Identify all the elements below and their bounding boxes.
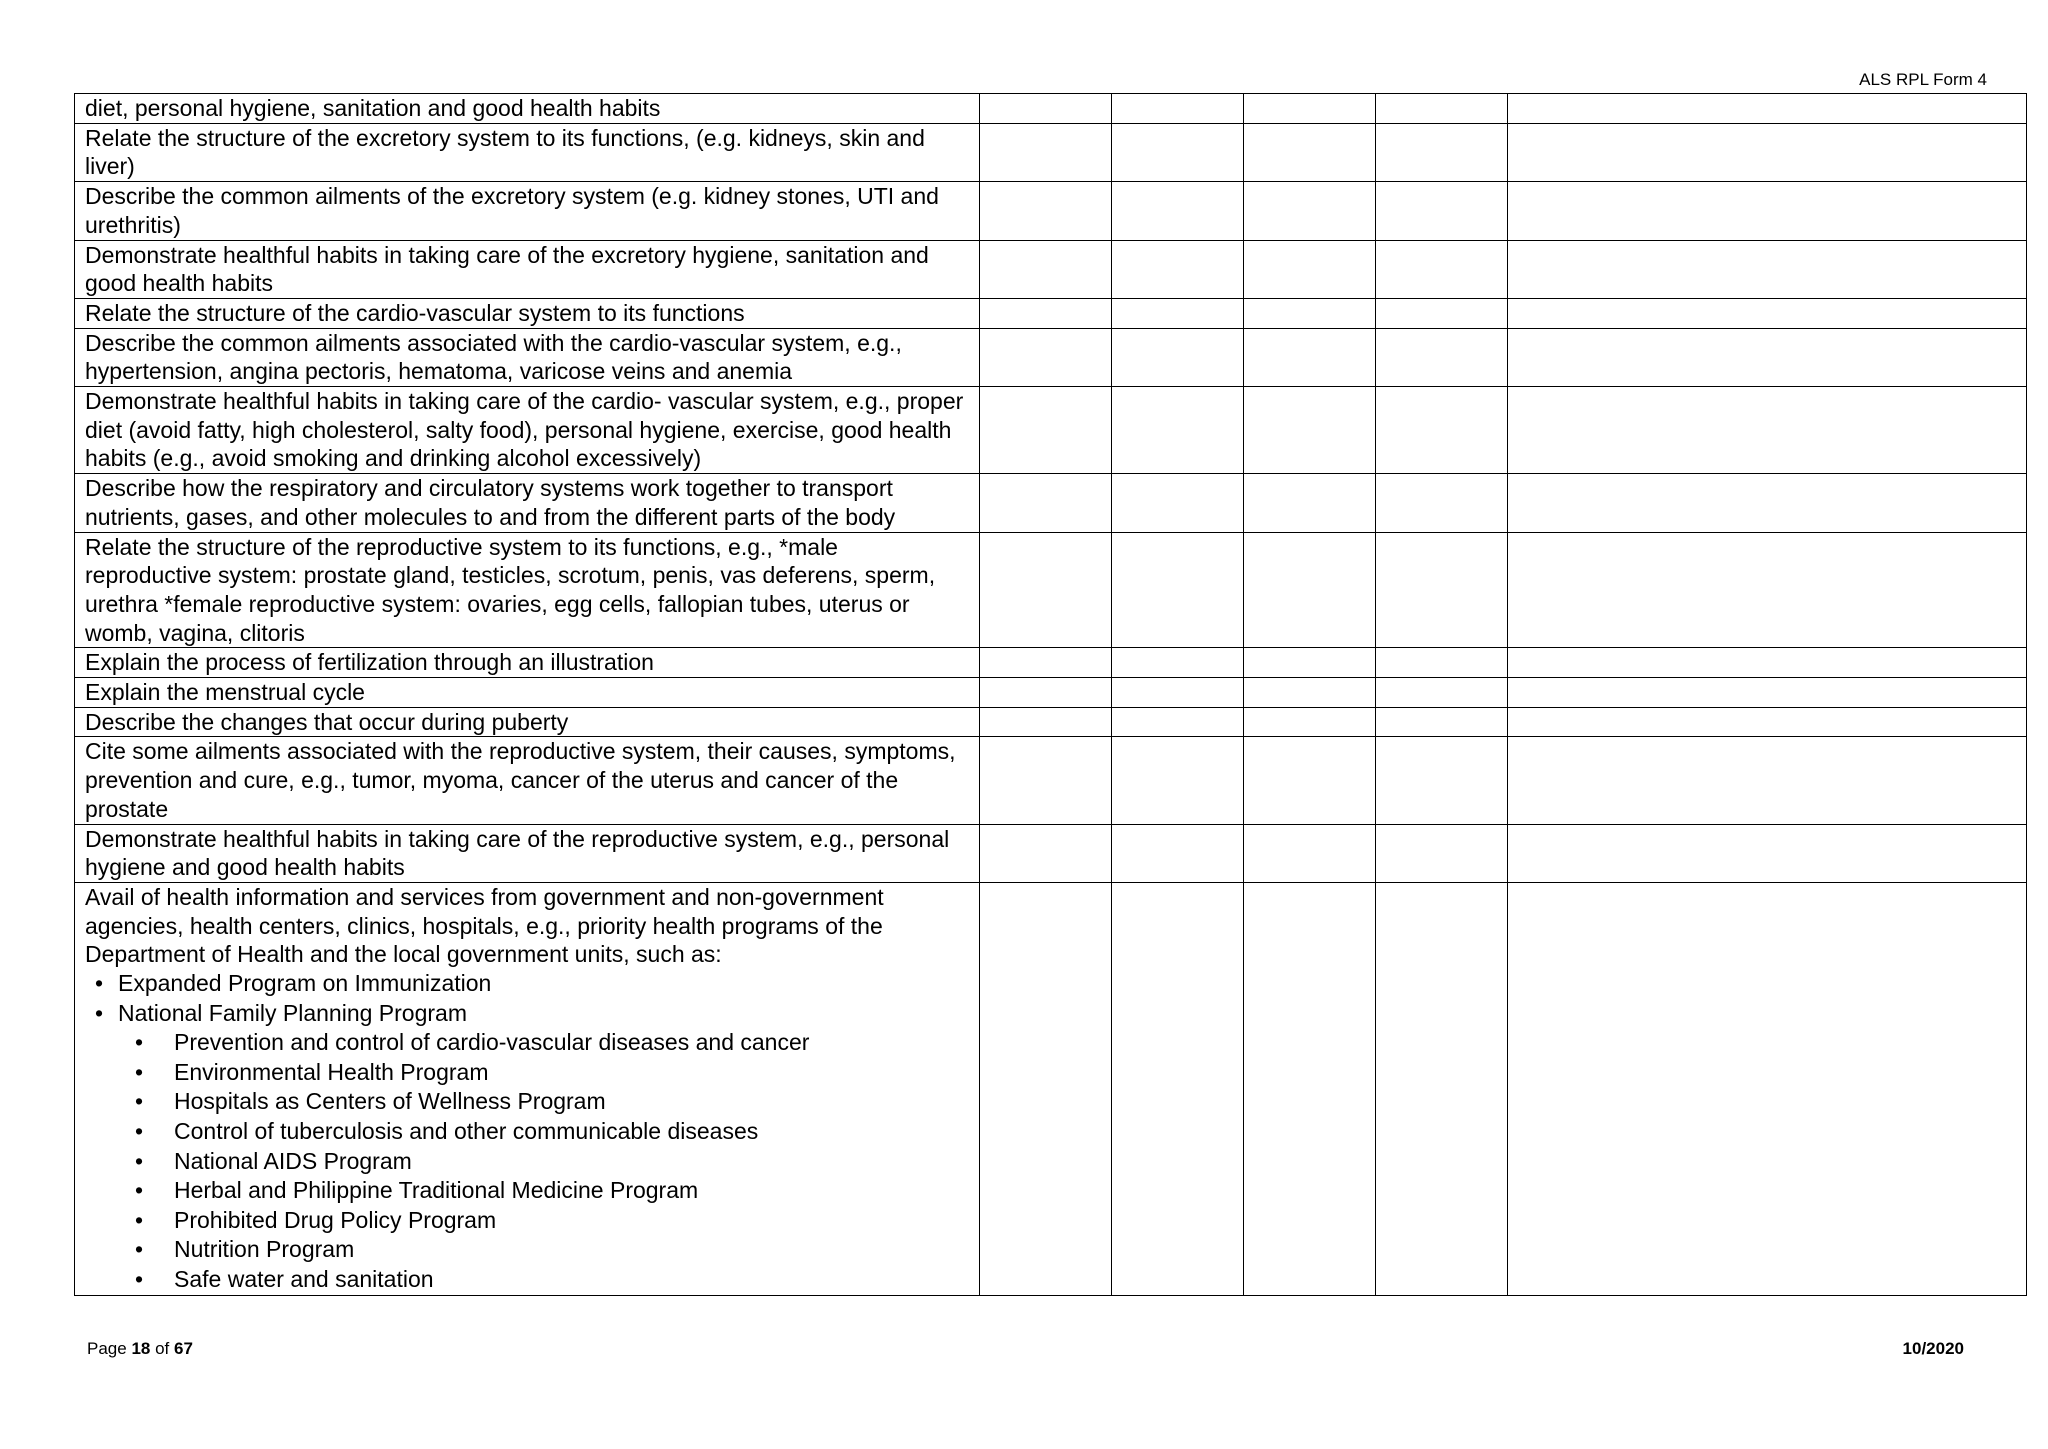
program-item: • Nutrition Program xyxy=(85,1235,969,1265)
remarks-cell[interactable] xyxy=(1508,298,2027,328)
rating-cell[interactable] xyxy=(1112,824,1244,882)
page-current: 18 xyxy=(131,1339,151,1358)
program-item: • Expanded Program on Immunization xyxy=(85,969,969,999)
table-row xyxy=(75,123,2027,181)
rating-cell[interactable] xyxy=(1376,532,1508,648)
remarks-cell[interactable] xyxy=(1508,328,2027,386)
program-item: • National AIDS Program xyxy=(85,1147,969,1177)
program-item: • Control of tuberculosis and other communicable diseases xyxy=(85,1117,969,1147)
rating-cell[interactable] xyxy=(1376,678,1508,708)
remarks-cell[interactable] xyxy=(1508,678,2027,708)
competency-text: Explain the process of fertilization through an illustration xyxy=(75,648,980,678)
rating-cell[interactable] xyxy=(1112,328,1244,386)
rating-cell[interactable] xyxy=(1112,298,1244,328)
rating-cell[interactable] xyxy=(1112,94,1244,124)
competency-text: Describe the common ailments of the excretory system (e.g. kidney stones, UTI and urethritis) xyxy=(75,182,980,240)
rating-cell[interactable] xyxy=(980,298,1112,328)
table-row xyxy=(75,737,2027,824)
rating-cell[interactable] xyxy=(1112,123,1244,181)
table-row xyxy=(75,678,2027,708)
remarks-cell[interactable] xyxy=(1508,387,2027,474)
competency-text: Demonstrate healthful habits in taking care of the cardio- vascular system, e.g., proper diet (avoid fatty, high cholesterol, salty food), personal hygiene, exercise, good health habits (e.g., avoid smoking and drinking alcohol excessively) xyxy=(75,387,980,474)
competency-text: Demonstrate healthful habits in taking care of the excretory hygiene, sanitation and good health habits xyxy=(75,240,980,298)
rating-cell[interactable] xyxy=(1244,298,1376,328)
rating-cell[interactable] xyxy=(1244,737,1376,824)
rating-cell[interactable] xyxy=(980,707,1112,737)
rating-cell[interactable] xyxy=(1244,882,1376,1295)
remarks-cell[interactable] xyxy=(1508,94,2027,124)
rating-cell[interactable] xyxy=(1244,678,1376,708)
rating-cell[interactable] xyxy=(980,182,1112,240)
rating-cell[interactable] xyxy=(980,737,1112,824)
rating-cell[interactable] xyxy=(980,387,1112,474)
program-sublist xyxy=(85,1028,969,1294)
table-row xyxy=(75,882,2027,1295)
competency-text: Relate the structure of the excretory system to its functions, (e.g. kidneys, skin and liver) xyxy=(75,123,980,181)
remarks-cell[interactable] xyxy=(1508,123,2027,181)
rating-cell[interactable] xyxy=(1112,737,1244,824)
competency-cell xyxy=(75,882,980,1295)
program-item: • National Family Planning Program xyxy=(85,999,969,1029)
rating-cell[interactable] xyxy=(1112,532,1244,648)
rating-cell[interactable] xyxy=(1376,123,1508,181)
table-row xyxy=(75,532,2027,648)
competency-text: Avail of health information and services from government and non-government agencies, health centers, clinics, hospitals, e.g., priority health programs of the Department of Health and the local government units, such as: xyxy=(85,883,884,968)
rating-cell[interactable] xyxy=(1244,532,1376,648)
rating-cell[interactable] xyxy=(1376,298,1508,328)
program-item: • Prevention and control of cardio-vascular diseases and cancer xyxy=(85,1028,969,1058)
rating-cell[interactable] xyxy=(980,123,1112,181)
rating-cell[interactable] xyxy=(1376,240,1508,298)
table-row xyxy=(75,474,2027,532)
remarks-cell[interactable] xyxy=(1508,882,2027,1295)
rating-cell[interactable] xyxy=(980,328,1112,386)
rating-cell[interactable] xyxy=(1112,707,1244,737)
rating-cell[interactable] xyxy=(1244,648,1376,678)
rating-cell[interactable] xyxy=(1376,882,1508,1295)
rating-cell[interactable] xyxy=(1244,474,1376,532)
remarks-cell[interactable] xyxy=(1508,737,2027,824)
competency-text: Relate the structure of the reproductive system to its functions, e.g., *male reproductive system: prostate gland, testicles, scrotum, penis, vas deferens, sperm, urethra *female reproductive system: ovaries, egg cells, fallopian tubes, uterus or womb, vagina, clitoris xyxy=(75,532,980,648)
table-row xyxy=(75,328,2027,386)
rating-cell[interactable] xyxy=(980,648,1112,678)
page-number xyxy=(87,1339,193,1359)
rating-cell[interactable] xyxy=(1244,240,1376,298)
rating-cell[interactable] xyxy=(1376,824,1508,882)
table-row xyxy=(75,298,2027,328)
rating-cell[interactable] xyxy=(1376,648,1508,678)
rating-cell[interactable] xyxy=(1244,123,1376,181)
rating-cell[interactable] xyxy=(980,678,1112,708)
revision-date: 10/2020 xyxy=(1902,1339,1964,1358)
rating-cell[interactable] xyxy=(980,882,1112,1295)
rating-cell[interactable] xyxy=(1244,94,1376,124)
table-row xyxy=(75,387,2027,474)
remarks-cell[interactable] xyxy=(1508,707,2027,737)
remarks-cell[interactable] xyxy=(1508,474,2027,532)
rating-cell[interactable] xyxy=(980,240,1112,298)
rating-cell[interactable] xyxy=(1376,387,1508,474)
rating-cell[interactable] xyxy=(1112,882,1244,1295)
table-row xyxy=(75,182,2027,240)
rating-cell[interactable] xyxy=(1376,707,1508,737)
rating-cell[interactable] xyxy=(1244,182,1376,240)
table-row xyxy=(75,240,2027,298)
remarks-cell[interactable] xyxy=(1508,182,2027,240)
program-item: • Environmental Health Program xyxy=(85,1058,969,1088)
program-item: • Herbal and Philippine Traditional Medicine Program xyxy=(85,1176,969,1206)
page-label: Page xyxy=(87,1339,127,1358)
rating-cell[interactable] xyxy=(1376,328,1508,386)
rating-cell[interactable] xyxy=(1244,328,1376,386)
competency-text: diet, personal hygiene, sanitation and good health habits xyxy=(75,94,980,124)
competency-text: Explain the menstrual cycle xyxy=(75,678,980,708)
rating-cell[interactable] xyxy=(1376,94,1508,124)
remarks-cell[interactable] xyxy=(1508,648,2027,678)
rating-cell[interactable] xyxy=(980,474,1112,532)
competency-text: Describe the common ailments associated with the cardio-vascular system, e.g., hypertension, angina pectoris, hematoma, varicose veins and anemia xyxy=(75,328,980,386)
rating-cell[interactable] xyxy=(1112,678,1244,708)
rating-cell[interactable] xyxy=(1112,182,1244,240)
rating-cell[interactable] xyxy=(1112,648,1244,678)
rating-cell[interactable] xyxy=(1376,474,1508,532)
rating-cell[interactable] xyxy=(1376,182,1508,240)
competency-text: Cite some ailments associated with the reproductive system, their causes, symptoms, prevention and cure, e.g., tumor, myoma, cancer of the uterus and cancer of the prostate xyxy=(75,737,980,824)
table-row xyxy=(75,707,2027,737)
competency-text: Demonstrate healthful habits in taking care of the reproductive system, e.g., personal hygiene and good health habits xyxy=(75,824,980,882)
rating-cell[interactable] xyxy=(1244,387,1376,474)
rating-cell[interactable] xyxy=(1112,474,1244,532)
rating-cell[interactable] xyxy=(1112,387,1244,474)
table-row xyxy=(75,648,2027,678)
rating-cell[interactable] xyxy=(1376,737,1508,824)
remarks-cell[interactable] xyxy=(1508,824,2027,882)
program-list xyxy=(85,969,969,1028)
remarks-cell[interactable] xyxy=(1508,532,2027,648)
competency-text: Relate the structure of the cardio-vascular system to its functions xyxy=(75,298,980,328)
rating-cell[interactable] xyxy=(980,532,1112,648)
remarks-cell[interactable] xyxy=(1508,240,2027,298)
page-of: of xyxy=(155,1339,170,1358)
rating-cell[interactable] xyxy=(1112,240,1244,298)
program-item: • Safe water and sanitation xyxy=(85,1265,969,1295)
program-item: • Hospitals as Centers of Wellness Program xyxy=(85,1087,969,1117)
competency-table xyxy=(74,93,2027,1296)
competency-text: Describe how the respiratory and circulatory systems work together to transport nutrients, gases, and other molecules to and from the different parts of the body xyxy=(75,474,980,532)
rating-cell[interactable] xyxy=(980,94,1112,124)
form-label: ALS RPL Form 4 xyxy=(1859,70,1987,89)
program-item: • Prohibited Drug Policy Program xyxy=(85,1206,969,1236)
table-row xyxy=(75,94,2027,124)
table-row xyxy=(75,824,2027,882)
rating-cell[interactable] xyxy=(1244,824,1376,882)
competency-text: Describe the changes that occur during puberty xyxy=(75,707,980,737)
rating-cell[interactable] xyxy=(980,824,1112,882)
rating-cell[interactable] xyxy=(1244,707,1376,737)
page-total: 67 xyxy=(174,1339,193,1358)
